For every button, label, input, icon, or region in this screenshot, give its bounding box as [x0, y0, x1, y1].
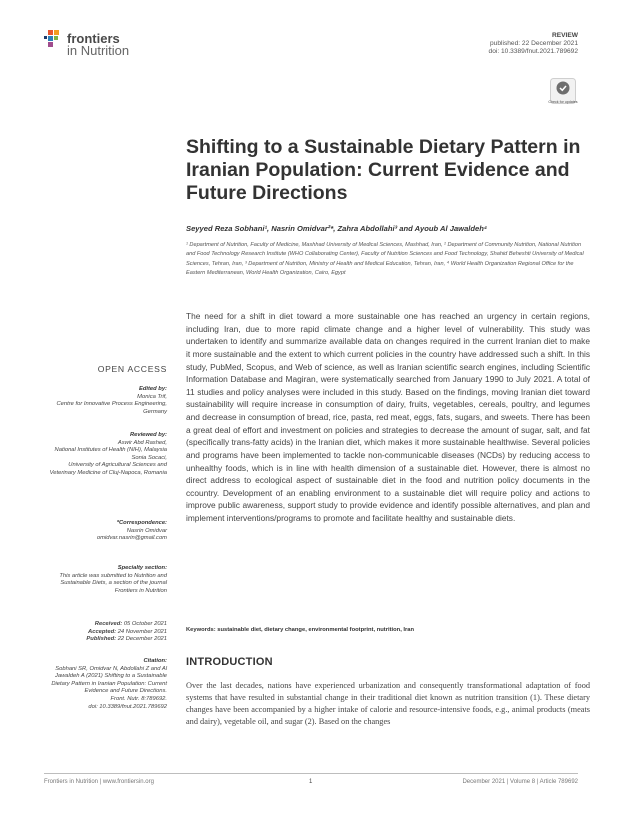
frontiers-logo-icon	[44, 28, 66, 50]
citation-ref: Front. Nutr. 8:789692.	[110, 695, 167, 702]
reviewer-2-affiliation: University of Agricultural Sciences and Veterinary Medicine of Cluj-Napoca, Romania	[49, 462, 167, 476]
published-date-line	[42, 636, 167, 644]
published-label: Published:	[86, 636, 117, 643]
footer-journal[interactable]: Frontiers in Nutrition | www.frontiersin.org	[44, 779, 154, 785]
citation-doi[interactable]: doi: 10.3389/fnut.2021.789692	[88, 703, 167, 710]
reviewed-by-label: Reviewed by:	[129, 432, 167, 438]
accepted-date: 24 November 2021	[117, 628, 167, 635]
open-access-label: OPEN ACCESS	[97, 364, 167, 374]
correspondence-label: *Correspondence:	[116, 520, 167, 526]
footer-rule	[44, 773, 578, 774]
author-list: Seyyed Reza Sobhani¹, Nasrin Omidvar²*, Zahra Abdollahi³ and Ayoub Al Jawaldeh⁴	[186, 224, 488, 233]
accepted-label: Accepted:	[88, 628, 117, 635]
reviewer-1-name: Aswir Abd Rashed,	[117, 439, 167, 446]
accepted-line	[42, 629, 167, 637]
article-type: REVIEW	[551, 32, 578, 39]
edited-by-label: Edited by:	[138, 386, 167, 392]
specialty-label: Specialty section:	[117, 565, 167, 571]
reviewer-2-name: Sonia Socaci,	[131, 454, 167, 461]
journal-brand: frontiers	[67, 31, 120, 46]
affiliations: ¹ Department of Nutrition, Faculty of Medicine, Mashhad University of Medical Sciences, Mashhad, Iran, ² Department of Community Nutrition, National Nutrition and Food Technology Research Institute (WHO Collaborating Center), Faculty of Nutrition Sciences and Food Technology, Shahid Beheshti University of Medical Sciences, Tehran, Iran, ³ Department of Nutrition, Ministry of Health and Medical Education, Tehran, Iran, ⁴ World Health Organization Regional Office for the Eastern Mediterranean, World Health Organization, Cairo, Egypt	[186, 242, 584, 276]
correspondence-name: Nasrin Omidvar	[126, 527, 167, 534]
page-number: 1	[309, 779, 313, 785]
introduction-text: Over the last decades, nations have experienced urbanization and consequently transformational adaptation of food systems that have resulted in substantial change in their traditional diet known as nutrition transition (1). These dietary changes have been accompanied by a higher intake of calorie and resource-intensive foods, e.g., animal products (meats and dairy), vegetable oil, and sugar (2). Based on the changes	[186, 681, 590, 727]
article-title: Shifting to a Sustainable Dietary Pattern in Iranian Population: Current Evidence and Future Directions	[186, 136, 581, 204]
citation-label: Citation:	[143, 658, 167, 664]
editor-name: Monica Trif,	[137, 393, 167, 400]
section-heading-introduction: INTRODUCTION	[186, 656, 273, 668]
dates-block	[42, 621, 167, 644]
abstract: The need for a shift in diet toward a more sustainable one has reached an urgency in certain regions, including Iran, due to more rapid climate change and a higher level of vulnerability. This study was undertaken to identify and summarize available data on changes required in the current Iranian diet to make it more sustainable and the extent to which current policies in the country have addressed such a shift. In this study, PubMed, Scopus, and Web of science, as well as Iranian scientific search engines, including Scientific Information Database and Magiran, were systematically searched from January 1990 to July 2021. A total of 11 studies and policy analyses were included in this study. Based on the findings, moving Iranian diet toward sustainability will require increase in consumption of dairy, fruits, vegetables, cereals, poultry, and legumes and decrease in consumption of bread, rice, pasta, red meat, eggs, fats, sugars, and sweets. There has been a great deal of effort and investment on policies and strategies to decrease the amount of sugar, salt, and fat (specifically trans-fatty acids) in the Iranian diet, which makes it more sustainable healthwise. Several policies and programs have been implemented to tackle non-communicable diseases (NCDs) by reducing access to unhealthy foods, which is in line with health dimension of a sustainable diet. However, there is almost no direct address to ecological aspect of sustainable diet in the food and nutrition policy documents in the ccountry. Development of an enabling environment to a sustainable diet will require policy and actions to improve public awareness, support study to provide evidence and identify possible alternatives, and plan and implement interventions/programs to promote and facilitate healthy and sustainable diets.	[186, 311, 590, 523]
journal-name: in Nutrition	[67, 43, 130, 58]
correspondence-block	[42, 520, 167, 543]
citation-text: Sobhani SR, Omidvar N, Abdollahi Z and Al Jawaldeh A (2021) Shifting to a Sustainable Dietary Pattern in Iranian Population: Current Evidence and Future Directions.	[51, 665, 167, 695]
doi-line[interactable]: doi: 10.3389/fnut.2021.789692	[488, 48, 578, 55]
received-date: 05 October 2021	[123, 621, 167, 627]
specialty-block	[57, 565, 167, 595]
published-date: 22 December 2021	[117, 636, 167, 643]
correspondence-email[interactable]: omidvar.nasrin@gmail.com	[96, 535, 167, 542]
published-line: published: 22 December 2021	[490, 40, 578, 47]
editor-affiliation: Centre for Innovative Process Engineering, Germany	[56, 401, 167, 415]
check-for-updates-label: Check for updates	[548, 100, 578, 104]
article-meta	[489, 32, 578, 56]
footer-volume: December 2021 | Volume 8 | Article 789692	[462, 779, 578, 785]
keywords: Keywords: sustainable diet, dietary change, environmental footprint, nutrition, Iran	[186, 627, 415, 633]
journal-logo[interactable]	[44, 28, 154, 62]
specialty-text: This article was submitted to Nutrition and Sustainable Diets, a section of the journal Frontiers in Nutrition	[59, 572, 167, 594]
citation-block	[47, 658, 167, 711]
reviewed-by-block	[42, 432, 167, 478]
received-line	[42, 621, 167, 629]
reviewer-1-affiliation: National Institutes of Health (NIH), Malaysia	[54, 447, 167, 454]
edited-by-block	[42, 386, 167, 416]
received-label: Received:	[94, 621, 123, 627]
